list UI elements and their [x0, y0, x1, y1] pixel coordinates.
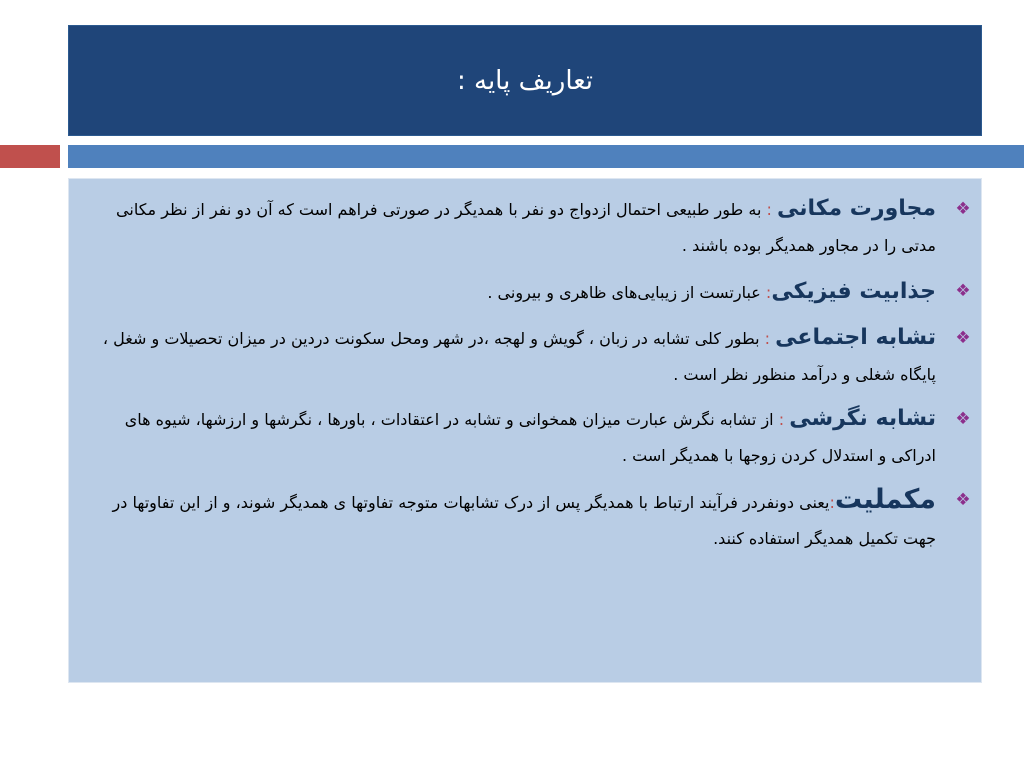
- diamond-bullet-icon: ❖: [955, 199, 971, 219]
- term-separator: :: [761, 200, 777, 219]
- definition-text: بطور کلی تشابه در زبان ، گویش و لهجه ،در شهر ومحل سکونت دردین در میزان تحصیلات و شغل ، پایگاه شغلی و درآمد منظور نظر است .: [102, 329, 936, 384]
- slide-title-box: [68, 25, 982, 136]
- slide-title: تعاریف پایه :: [456, 65, 594, 96]
- term-separator: :: [760, 283, 772, 302]
- term-separator: :: [773, 410, 790, 429]
- list-item: [83, 482, 971, 557]
- term-label: مکملیت: [834, 484, 936, 515]
- accent-bar-blue: [68, 145, 1024, 168]
- list-item: [83, 320, 971, 393]
- definition-text: یعنی دونفردر فرآیند ارتباط با همدیگر پس از درک تشابهات متوجه تفاوتها ی همدیگر شوند، و از این تفاوتها در جهت تکمیل همدیگر استفاده کنند.: [112, 493, 936, 548]
- definition-text: عبارتست از زیبایی‌های ظاهری و بیرونی .: [487, 283, 761, 302]
- diamond-bullet-icon: ❖: [955, 328, 971, 348]
- diamond-bullet-icon: ❖: [955, 409, 971, 429]
- diamond-bullet-icon: ❖: [955, 490, 971, 510]
- content-list: [83, 191, 971, 565]
- list-item: [83, 191, 971, 264]
- accent-bar-red: [0, 145, 60, 168]
- list-item: [83, 401, 971, 474]
- term-separator: :: [759, 329, 776, 348]
- term-separator: :: [829, 493, 835, 512]
- term-label: تشابه نگرشی: [789, 406, 936, 431]
- content-box: [68, 178, 982, 683]
- definition-text: از تشابه نگرش عبارت میزان همخوانی و تشابه در اعتقادات ، باورها ، نگرشها و ارزشها، شیوه های ادراکی و استدلال کردن زوجها با همدیگر است .: [124, 410, 936, 465]
- diamond-bullet-icon: ❖: [955, 281, 971, 301]
- term-label: مجاورت مکانی: [776, 196, 936, 221]
- definition-text: به طور طبیعی احتمال ازدواج دو نفر با همدیگر در صورتی فراهم است که آن دو نفر از نظر مکانی مدتی را در مجاور همدیگر بوده باشند .: [116, 200, 936, 255]
- term-label: جذابیت فیزیکی: [771, 279, 936, 304]
- list-item: [83, 272, 971, 312]
- term-label: تشابه اجتماعی: [775, 325, 936, 350]
